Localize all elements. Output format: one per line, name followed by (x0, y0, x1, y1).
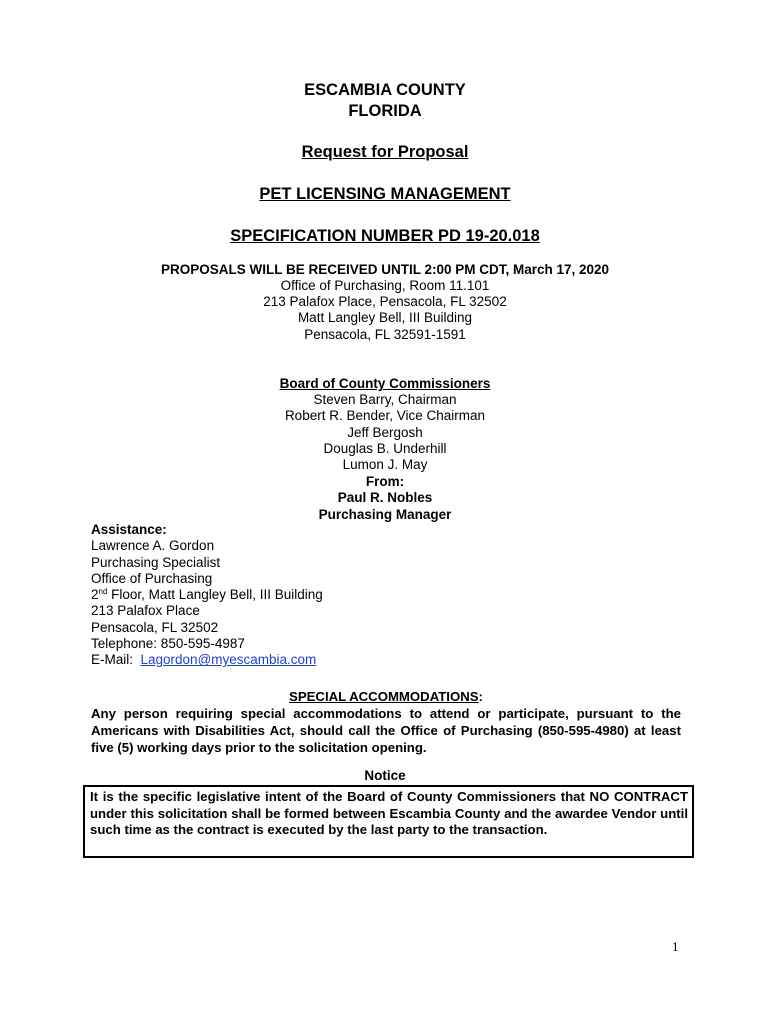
notice-box (83, 785, 694, 858)
from-label: From: (365, 474, 405, 489)
from-title: Purchasing Manager (318, 507, 452, 522)
board-heading: Board of County Commissioners (279, 376, 491, 391)
contact-name: Lawrence A. Gordon (91, 538, 215, 554)
proposal-deadline: PROPOSALS WILL BE RECEIVED UNTIL 2:00 PM CDT, March 17, 2020 (160, 262, 610, 277)
contact-office: Office of Purchasing (91, 570, 213, 586)
board-member: Steven Barry, Chairman (313, 392, 457, 407)
contact-email: E-Mail: Lagordon@myescambia.com (91, 652, 317, 668)
contact-floor: 2nd Floor, Matt Langley Bell, III Building (91, 587, 323, 603)
board-member: Douglas B. Underhill (323, 441, 447, 456)
board-member: Robert R. Bender, Vice Chairman (284, 408, 486, 423)
accommodations-heading: SPECIAL ACCOMMODATIONS: (289, 689, 483, 704)
specification-number: SPECIFICATION NUMBER PD 19-20.018 (230, 227, 540, 245)
notice-title: Notice (364, 768, 406, 783)
board-member: Jeff Bergosh (347, 425, 423, 440)
assistance-block (91, 522, 491, 669)
accommodations-body: Any person requiring special accommodations to attend or participate, pursuant to the Americans with Disabilities Act, should call the Office of Purchasing (850-595-4980) at least five (5) working days prior to the solicitation opening. (91, 706, 681, 755)
contact-city: Pensacola, FL 32502 (91, 619, 219, 635)
page-number: 1 (672, 939, 679, 954)
county-name: ESCAMBIA COUNTY (304, 81, 466, 99)
email-link[interactable]: Lagordon@myescambia.com (140, 652, 317, 668)
contact-title: Purchasing Specialist (91, 554, 221, 570)
state-name: FLORIDA (348, 102, 422, 120)
accommodations-section (91, 688, 681, 756)
assistance-label: Assistance: (91, 522, 167, 537)
receipt-address-line: 213 Palafox Place, Pensacola, FL 32502 (263, 294, 507, 309)
contact-street: 213 Palafox Place (91, 603, 200, 619)
from-name: Paul R. Nobles (337, 490, 433, 505)
board-member: Lumon J. May (342, 457, 428, 472)
project-title: PET LICENSING MANAGEMENT (259, 185, 511, 203)
receipt-address-line: Office of Purchasing, Room 11.101 (280, 278, 490, 293)
document-type: Request for Proposal (301, 143, 469, 161)
receipt-address-line: Matt Langley Bell, III Building (297, 310, 473, 325)
contact-telephone: Telephone: 850-595-4987 (91, 636, 245, 652)
notice-body: It is the specific legislative intent of the Board of County Commissioners that NO CONTRACT under this solicitation shall be formed between Escambia County and the awardee Vendor until such time as the contract is executed by the last party to the transaction. (90, 789, 688, 838)
receipt-address-line: Pensacola, FL 32591-1591 (304, 327, 466, 342)
